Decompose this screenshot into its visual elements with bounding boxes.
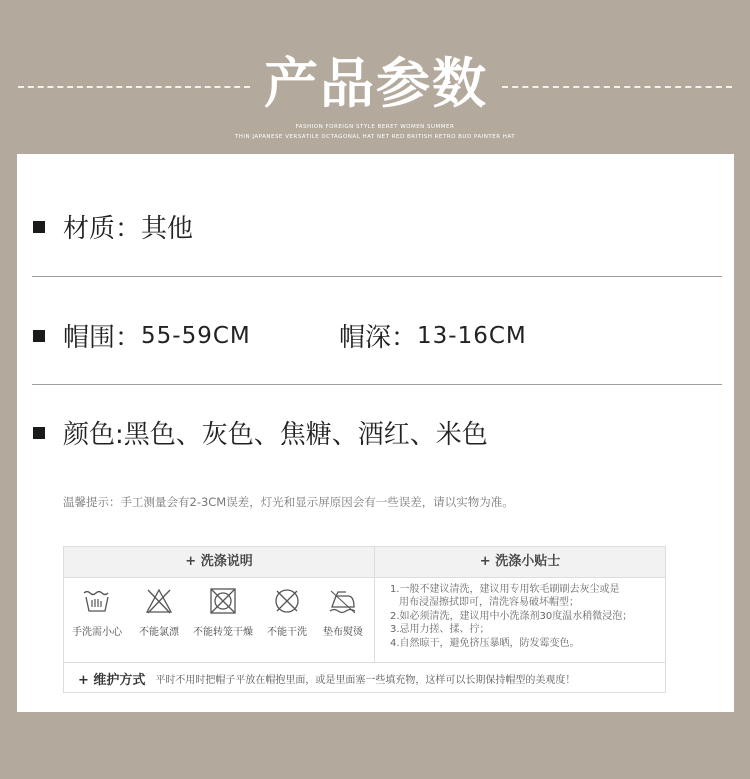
maintenance-heading: + 维护方式 bbox=[78, 672, 146, 688]
care-label: 不能转笼干燥 bbox=[193, 627, 253, 638]
care-item bbox=[256, 587, 318, 638]
title-dash-left bbox=[18, 86, 250, 88]
wash-tips-list bbox=[390, 583, 670, 650]
subtitle-line-1: FASHION FOREIGN STYLE BERET WOMEN SUMMER bbox=[295, 124, 455, 130]
tip-line: 1.一般不建议清洗，建议用专用软毛刷刷去灰尘或是 bbox=[390, 584, 620, 595]
size-row bbox=[33, 317, 527, 354]
tip-line: 3.忌用力搓、揉、拧； bbox=[390, 624, 490, 636]
maintenance-row bbox=[64, 662, 665, 693]
circumference-label: 帽围： bbox=[63, 323, 142, 353]
care-item bbox=[312, 587, 374, 638]
colors-text: 颜色:黑色、灰色、焦糖、酒红、米色 bbox=[63, 420, 488, 450]
depth-label: 帽深： bbox=[339, 323, 418, 353]
material-text: 材质：其他 bbox=[63, 214, 194, 244]
care-item bbox=[192, 587, 254, 638]
care-item bbox=[128, 587, 190, 638]
title-dash-right bbox=[502, 86, 732, 88]
care-table bbox=[63, 546, 666, 693]
care-item bbox=[66, 587, 128, 638]
subtitle-line-2: THIN JAPANESE VERSATILE OCTAGONAL HAT NET RED BRITISH RETRO BUD PAINTER HAT bbox=[234, 134, 516, 140]
params-card bbox=[17, 154, 734, 712]
care-icons bbox=[64, 577, 374, 662]
depth-value: 13-16CM bbox=[417, 322, 527, 349]
wash-tips-heading: + 洗涤小贴士 bbox=[479, 554, 561, 569]
hand-wash-icon bbox=[82, 587, 112, 615]
bullet-icon bbox=[33, 221, 45, 233]
divider bbox=[32, 384, 722, 385]
colors-row bbox=[33, 414, 488, 451]
page-title: 产品参数 bbox=[264, 52, 488, 115]
care-label: 不能干洗 bbox=[267, 627, 307, 638]
no-bleach-icon bbox=[144, 587, 174, 615]
material-row bbox=[33, 208, 193, 245]
tip-line: 4.自然晾干，避免挤压暴晒，防发霉变色。 bbox=[390, 637, 580, 649]
maintenance-text: 平时不用时把帽子平放在帽抱里面，或是里面塞一些填充物，这样可以长期保持帽型的美观度！ bbox=[155, 674, 576, 686]
circumference-value: 55-59CM bbox=[141, 322, 251, 349]
no-dry-clean-icon bbox=[272, 587, 302, 615]
divider bbox=[32, 276, 722, 277]
no-tumble-dry-icon bbox=[208, 587, 238, 615]
care-label: 手洗需小心 bbox=[72, 627, 122, 638]
care-label: 不能氯漂 bbox=[139, 627, 179, 638]
care-label: 垫布熨烫 bbox=[323, 627, 363, 638]
wash-instructions-heading: + 洗涤说明 bbox=[185, 554, 253, 569]
bullet-icon bbox=[33, 427, 45, 439]
tip-line: 2.如必须清洗，建议用中小洗涤剂30度温水稍微浸泡； bbox=[390, 610, 633, 622]
bullet-icon bbox=[33, 330, 45, 342]
tip-line: 用布浸湿擦拭即可，清洗容易破坏帽型； bbox=[399, 597, 579, 609]
notice-text: 温馨提示：手工测量会有2-3CM误差，灯光和显示屏原因会有一些误差，请以实物为准。 bbox=[63, 495, 514, 509]
iron-with-cloth-icon bbox=[328, 587, 358, 615]
